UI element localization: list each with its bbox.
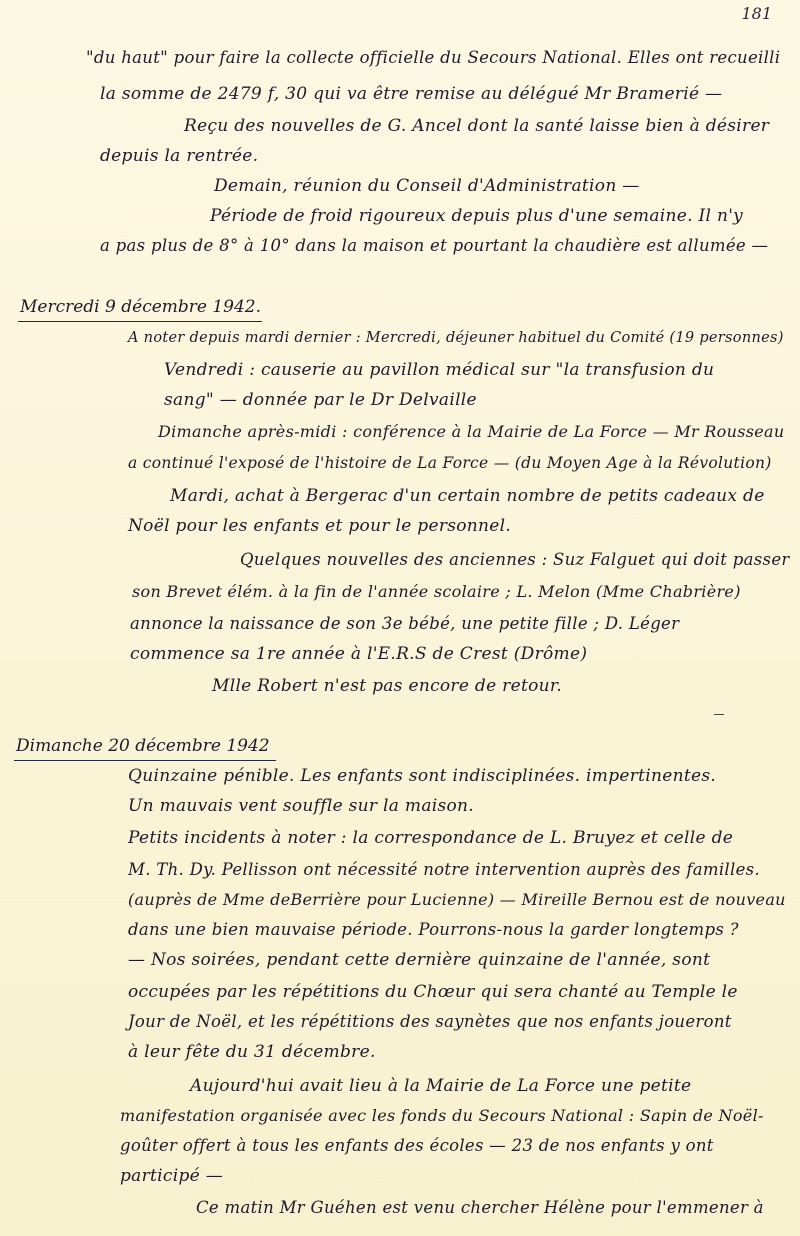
text-line: manifestation organisée avec les fonds du Secours National : Sapin de Noël- bbox=[120, 1106, 764, 1125]
heading-underline bbox=[18, 321, 262, 322]
entry-heading: Mercredi 9 décembre 1942. bbox=[20, 297, 262, 317]
text-line: M. Th. Dy. Pellisson ont nécessité notre intervention auprès des familles. bbox=[128, 860, 760, 879]
text-line: Période de froid rigoureux depuis plus d'une semaine. Il n'y bbox=[210, 206, 744, 226]
text-line: la somme de 2479 f, 30 qui va être remise au délégué Mr Bramerié — bbox=[100, 84, 723, 104]
text-line: A noter depuis mardi dernier : Mercredi, déjeuner habituel du Comité (19 personnes) bbox=[128, 330, 784, 346]
text-line: participé — bbox=[120, 1166, 224, 1186]
text-line: annonce la naissance de son 3e bébé, une petite fille ; D. Léger bbox=[130, 614, 680, 633]
margin-mark bbox=[714, 714, 724, 715]
text-line: (auprès de Mme deBerrière pour Lucienne) — Mireille Bernou est de nouveau bbox=[128, 890, 786, 909]
entry-heading: Dimanche 20 décembre 1942 bbox=[16, 736, 270, 756]
text-line: "du haut" pour faire la collecte officielle du Secours National. Elles ont recueilli bbox=[86, 48, 781, 67]
page-number: 181 bbox=[741, 4, 772, 23]
text-line: Quelques nouvelles des anciennes : Suz Falguet qui doit passer bbox=[240, 550, 790, 569]
text-line: Aujourd'hui avait lieu à la Mairie de La Force une petite bbox=[190, 1076, 692, 1096]
text-line: sang" — donnée par le Dr Delvaille bbox=[164, 390, 477, 410]
text-line: dans une bien mauvaise période. Pourrons-nous la garder longtemps ? bbox=[128, 920, 739, 939]
text-line: Quinzaine pénible. Les enfants sont indisciplinées. impertinentes. bbox=[128, 766, 717, 786]
text-line: Un mauvais vent souffle sur la maison. bbox=[128, 796, 475, 816]
heading-underline bbox=[14, 760, 276, 761]
text-line: occupées par les répétitions du Chœur qui sera chanté au Temple le bbox=[128, 982, 738, 1002]
text-line: Jour de Noël, et les répétitions des saynètes que nos enfants joueront bbox=[128, 1012, 732, 1031]
text-line: Dimanche après-midi : conférence à la Mairie de La Force — Mr Rousseau bbox=[158, 422, 785, 441]
text-line: depuis la rentrée. bbox=[100, 146, 259, 166]
text-line: à leur fête du 31 décembre. bbox=[128, 1042, 376, 1062]
text-line: Reçu des nouvelles de G. Ancel dont la santé laisse bien à désirer bbox=[184, 116, 770, 136]
text-line: Ce matin Mr Guéhen est venu chercher Hélène pour l'emmener à bbox=[196, 1198, 764, 1217]
text-line: a continué l'exposé de l'histoire de La Force — (du Moyen Age à la Révolution) bbox=[128, 454, 772, 472]
text-line: son Brevet élém. à la fin de l'année scolaire ; L. Melon (Mme Chabrière) bbox=[132, 582, 741, 601]
text-line: commence sa 1re année à l'E.R.S de Crest (Drôme) bbox=[130, 644, 588, 664]
text-line: Vendredi : causerie au pavillon médical sur "la transfusion du bbox=[164, 360, 715, 380]
text-line: a pas plus de 8° à 10° dans la maison et pourtant la chaudière est allumée — bbox=[100, 236, 769, 255]
text-line: Mlle Robert n'est pas encore de retour. bbox=[212, 676, 563, 696]
text-line: Petits incidents à noter : la correspondance de L. Bruyez et celle de bbox=[128, 828, 734, 848]
text-line: goûter offert à tous les enfants des écoles — 23 de nos enfants y ont bbox=[120, 1136, 714, 1155]
text-line: Mardi, achat à Bergerac d'un certain nombre de petits cadeaux de bbox=[170, 486, 765, 506]
text-line: Demain, réunion du Conseil d'Administration — bbox=[214, 176, 640, 196]
text-line: Noël pour les enfants et pour le personnel. bbox=[128, 516, 512, 536]
text-line: — Nos soirées, pendant cette dernière quinzaine de l'année, sont bbox=[128, 950, 711, 970]
